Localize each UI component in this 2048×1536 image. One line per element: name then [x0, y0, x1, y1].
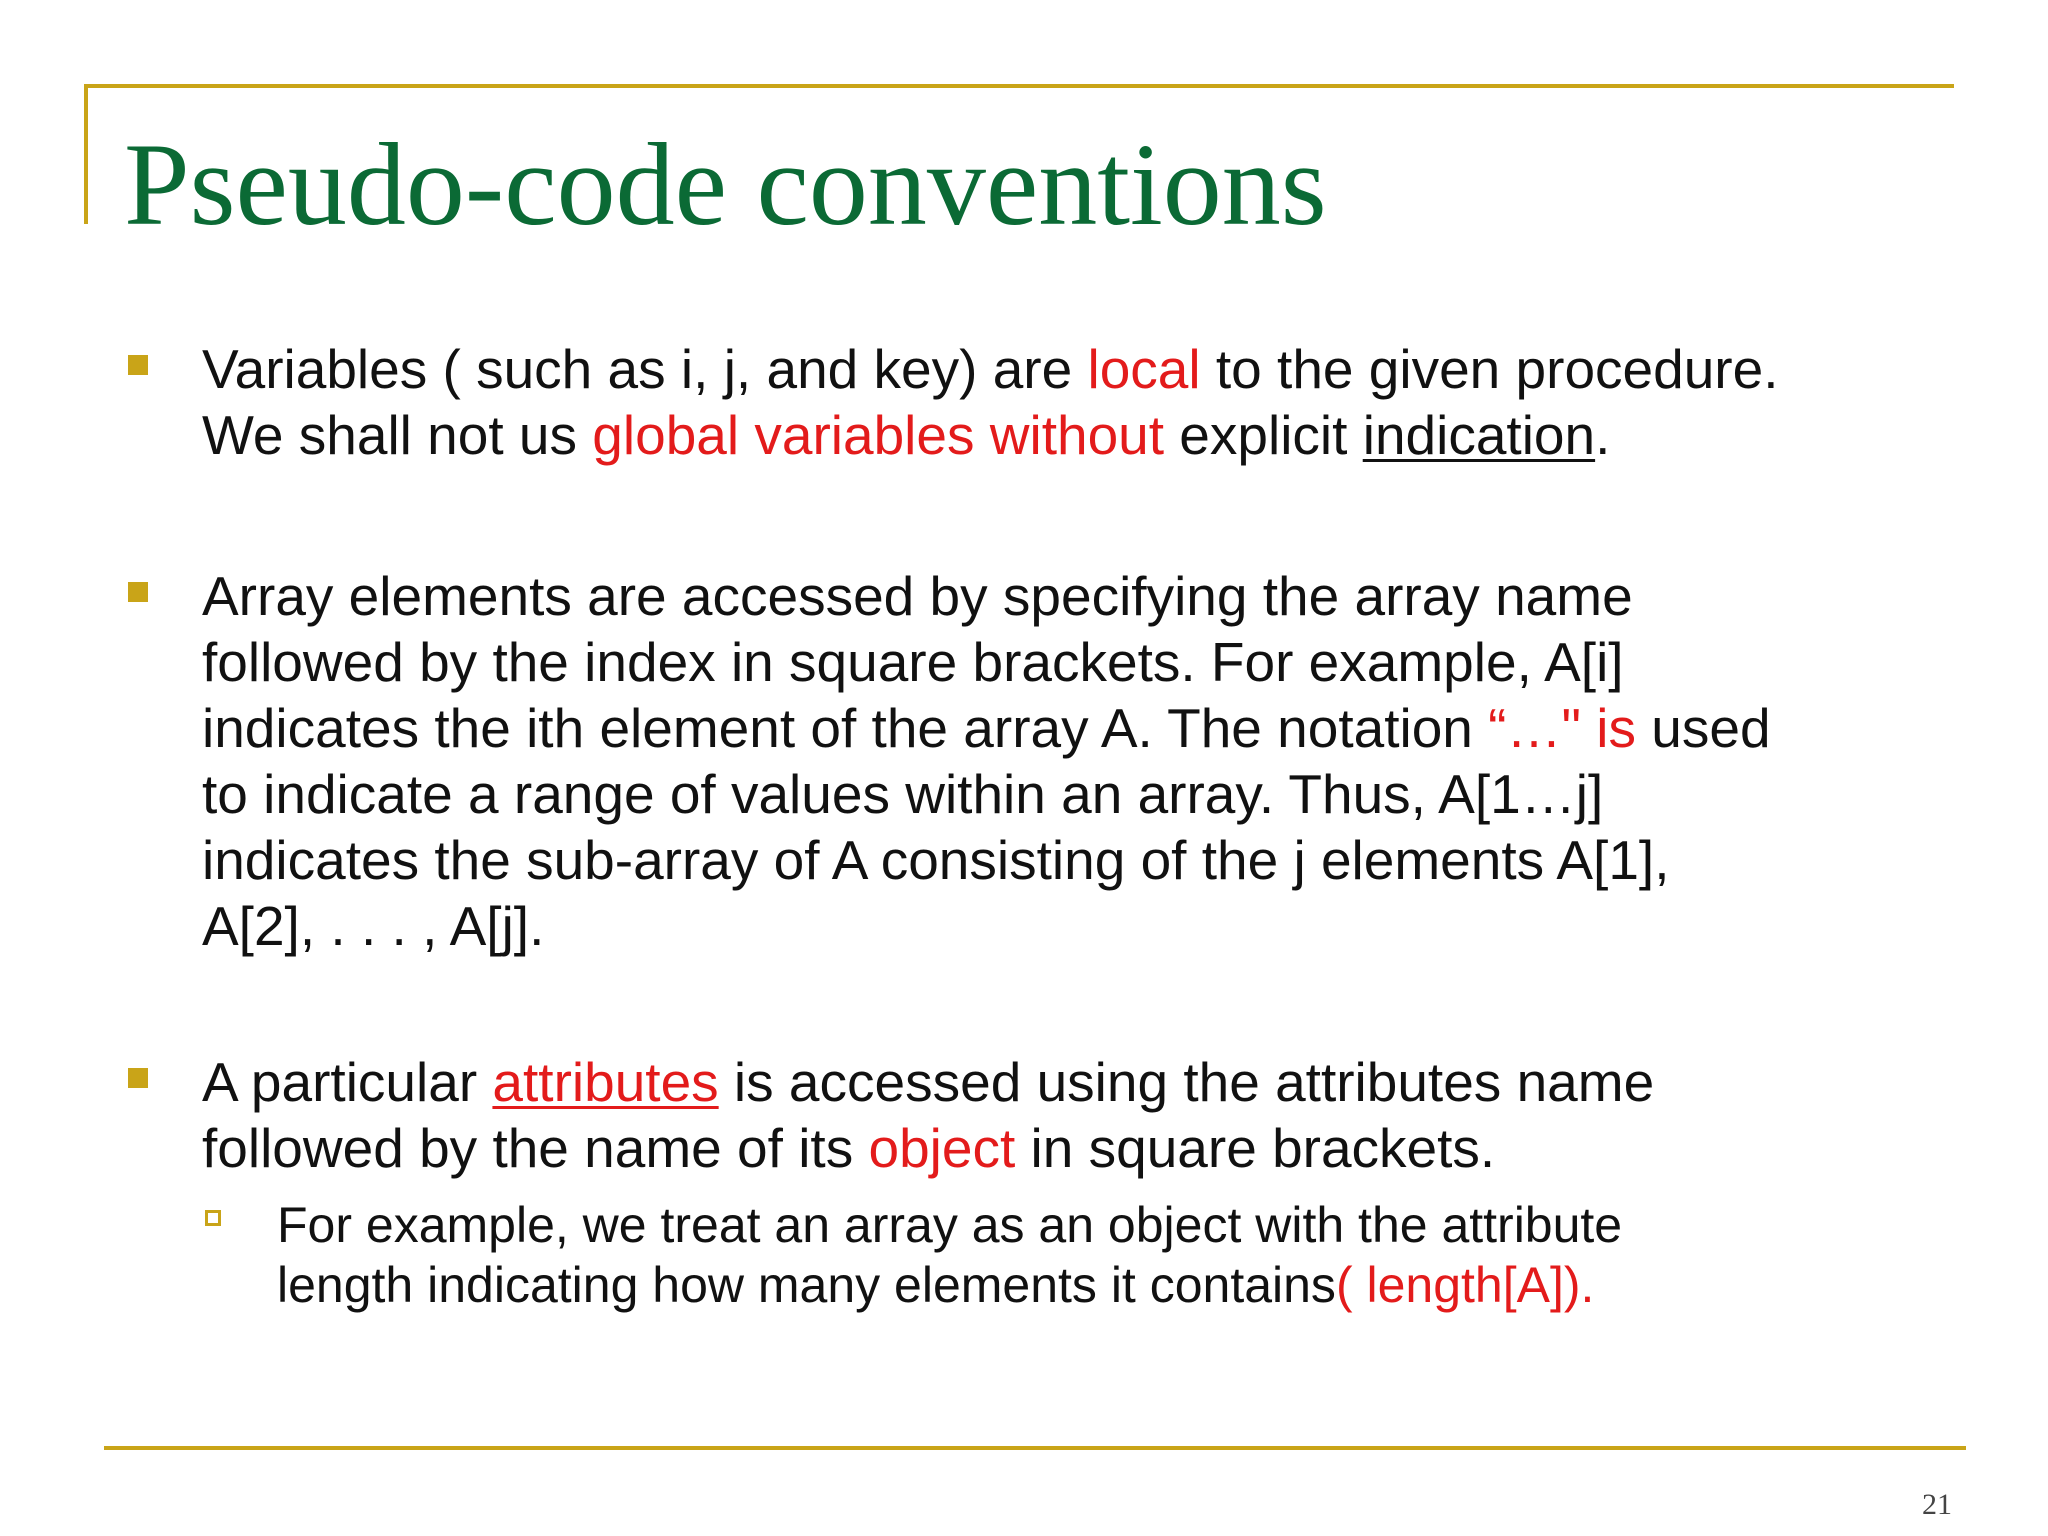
bullet-2-line-6: A[2], . . . , A[j].	[202, 895, 545, 957]
bullet-1-line-1: Variables ( such as i, j, and key) are local to the given procedure.	[202, 338, 1779, 400]
sub-bullet-hollow-square-icon	[205, 1210, 221, 1226]
bullet-square-icon	[128, 1068, 148, 1088]
emphasis-object: object	[868, 1117, 1016, 1179]
sub-bullet-line-1: For example, we treat an array as an object with the attribute	[277, 1197, 1623, 1253]
bullet-3-line-1: A particular attributes is accessed using the attributes name	[202, 1051, 1655, 1113]
emphasis-ellipsis-notation: “…" is	[1488, 697, 1637, 759]
bullet-3	[202, 1049, 1962, 1181]
bullet-2-line-5: indicates the sub-array of A consisting of the j elements A[1],	[202, 829, 1670, 891]
bullet-2	[202, 563, 1962, 959]
bullet-3-sub-1	[277, 1195, 1957, 1315]
sub-bullet-line-2: length indicating how many elements it contains( length[A]).	[277, 1257, 1595, 1313]
bullet-square-icon	[128, 582, 148, 602]
emphasis-length-a: ( length[A]).	[1335, 1257, 1595, 1313]
slide-title: Pseudo-code conventions	[124, 119, 1327, 250]
bullet-1	[202, 336, 1962, 468]
bullet-square-icon	[128, 355, 148, 375]
emphasis-attributes: attributes	[492, 1051, 719, 1113]
bullet-2-line-2: followed by the index in square brackets. For example, A[i]	[202, 631, 1624, 693]
bullet-1-line-2: We shall not us global variables without explicit indication.	[202, 404, 1611, 466]
bullet-2-line-1: Array elements are accessed by specifying the array name	[202, 565, 1633, 627]
bullet-2-line-3: indicates the ith element of the array A. The notation “…" is used	[202, 697, 1771, 759]
bullet-3-line-2: followed by the name of its object in square brackets.	[202, 1117, 1496, 1179]
page-number: 21	[1922, 1488, 1952, 1521]
emphasis-global-variables: global variables without	[592, 404, 1165, 466]
emphasis-local: local	[1087, 338, 1201, 400]
bottom-accent-rule	[104, 1446, 1966, 1450]
underlined-indication: indication	[1362, 404, 1596, 466]
bullet-2-line-4: to indicate a range of values within an array. Thus, A[1…j]	[202, 763, 1604, 825]
